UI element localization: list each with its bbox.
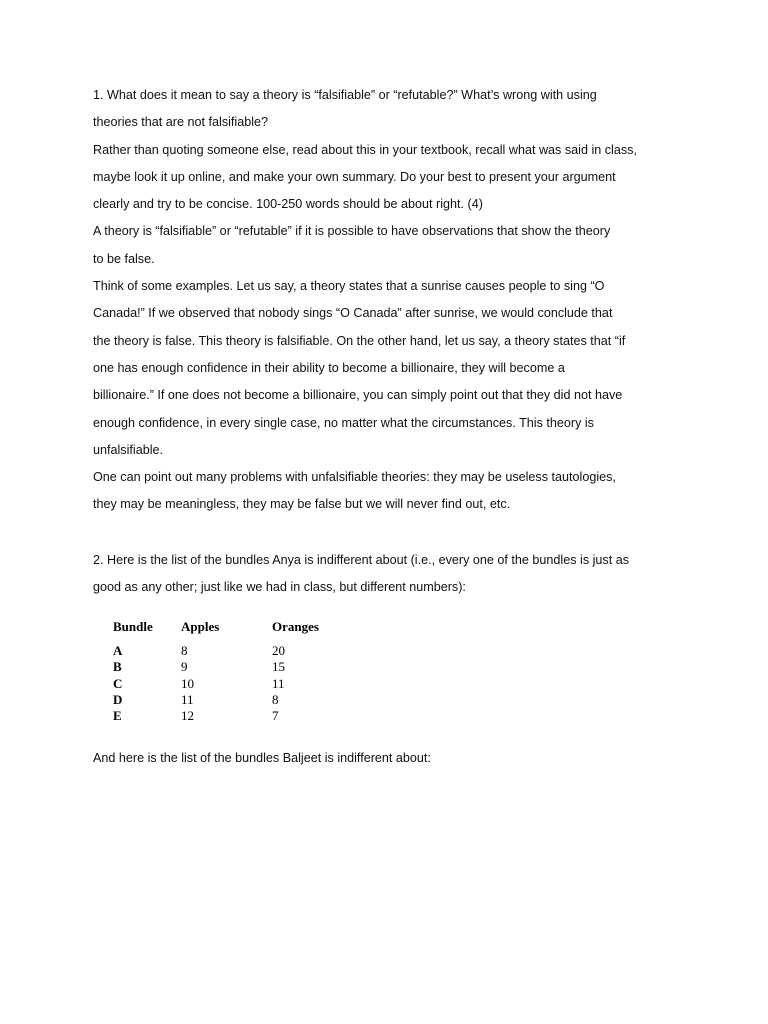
answer-line: the theory is false. This theory is falsifiable. On the other hand, let us say, a theory states that “if bbox=[93, 333, 626, 348]
answer-line: One can point out many problems with unfalsifiable theories: they may be useless tautologies, bbox=[93, 470, 616, 485]
bundle-cell: E bbox=[113, 708, 122, 724]
bundle-cell: A bbox=[113, 643, 123, 658]
column-header-oranges: Oranges bbox=[272, 619, 319, 634]
table-row bbox=[113, 659, 352, 675]
question-1-line: 1. What does it mean to say a theory is “falsifiable” or “refutable?” What’s wrong with using bbox=[93, 88, 597, 102]
table-row bbox=[113, 643, 352, 659]
answer-line: Canada!” If we observed that nobody sings “O Canada” after sunrise, we would conclude that bbox=[93, 306, 613, 321]
column-header-apples: Apples bbox=[181, 619, 220, 634]
apples-cell: 8 bbox=[181, 643, 188, 658]
question-1 bbox=[93, 82, 673, 519]
oranges-cell: 15 bbox=[272, 659, 285, 675]
answer-line: A theory is “falsifiable” or “refutable” if it is possible to have observations that show the theory bbox=[93, 224, 611, 239]
answer-line: billionaire.” If one does not become a billionaire, you can simply point out that they did not have bbox=[93, 388, 623, 403]
question-2 bbox=[93, 547, 673, 602]
answer-line: enough confidence, in every single case, no matter what the circumstances. This theory is bbox=[93, 415, 594, 430]
apples-cell: 10 bbox=[181, 675, 194, 691]
apples-cell: 9 bbox=[181, 659, 188, 675]
table-row bbox=[113, 676, 352, 692]
instructions-line: maybe look it up online, and make your own summary. Do your best to present your argument bbox=[93, 169, 616, 184]
oranges-cell: 7 bbox=[272, 708, 279, 724]
column-header-bundle: Bundle bbox=[113, 619, 153, 634]
baljeet-intro-line: And here is the list of the bundles Baljeet is indifferent about: bbox=[93, 751, 431, 765]
apples-cell: 11 bbox=[181, 691, 194, 707]
question-2-line: good as any other; just like we had in class, but different numbers): bbox=[93, 580, 466, 595]
question-1-line: theories that are not falsifiable? bbox=[93, 115, 269, 130]
instructions-line: Rather than quoting someone else, read about this in your textbook, recall what was said in class, bbox=[93, 142, 637, 157]
bundle-cell: D bbox=[113, 691, 123, 707]
oranges-cell: 11 bbox=[272, 675, 285, 691]
oranges-cell: 20 bbox=[272, 643, 285, 658]
question-2-line: 2. Here is the list of the bundles Anya is indifferent about (i.e., every one of the bundles is just as bbox=[93, 553, 630, 567]
answer-line: one has enough confidence in their ability to become a billionaire, they will become a bbox=[93, 360, 565, 375]
bundle-cell: C bbox=[113, 675, 123, 691]
answer-line: unfalsifiable. bbox=[93, 442, 164, 457]
anya-bundles-table bbox=[113, 619, 352, 724]
answer-line: they may be meaningless, they may be false but we will never find out, etc. bbox=[93, 497, 511, 512]
table-row bbox=[113, 692, 352, 708]
table-header-row bbox=[113, 619, 352, 643]
answer-line: to be false. bbox=[93, 251, 155, 266]
oranges-cell: 8 bbox=[272, 691, 279, 707]
instructions-line: clearly and try to be concise. 100-250 words should be about right. (4) bbox=[93, 197, 483, 212]
bundle-cell: B bbox=[113, 659, 122, 675]
apples-cell: 12 bbox=[181, 708, 194, 724]
answer-line: Think of some examples. Let us say, a theory states that a sunrise causes people to sing “O bbox=[93, 279, 605, 294]
table-row bbox=[113, 708, 352, 724]
